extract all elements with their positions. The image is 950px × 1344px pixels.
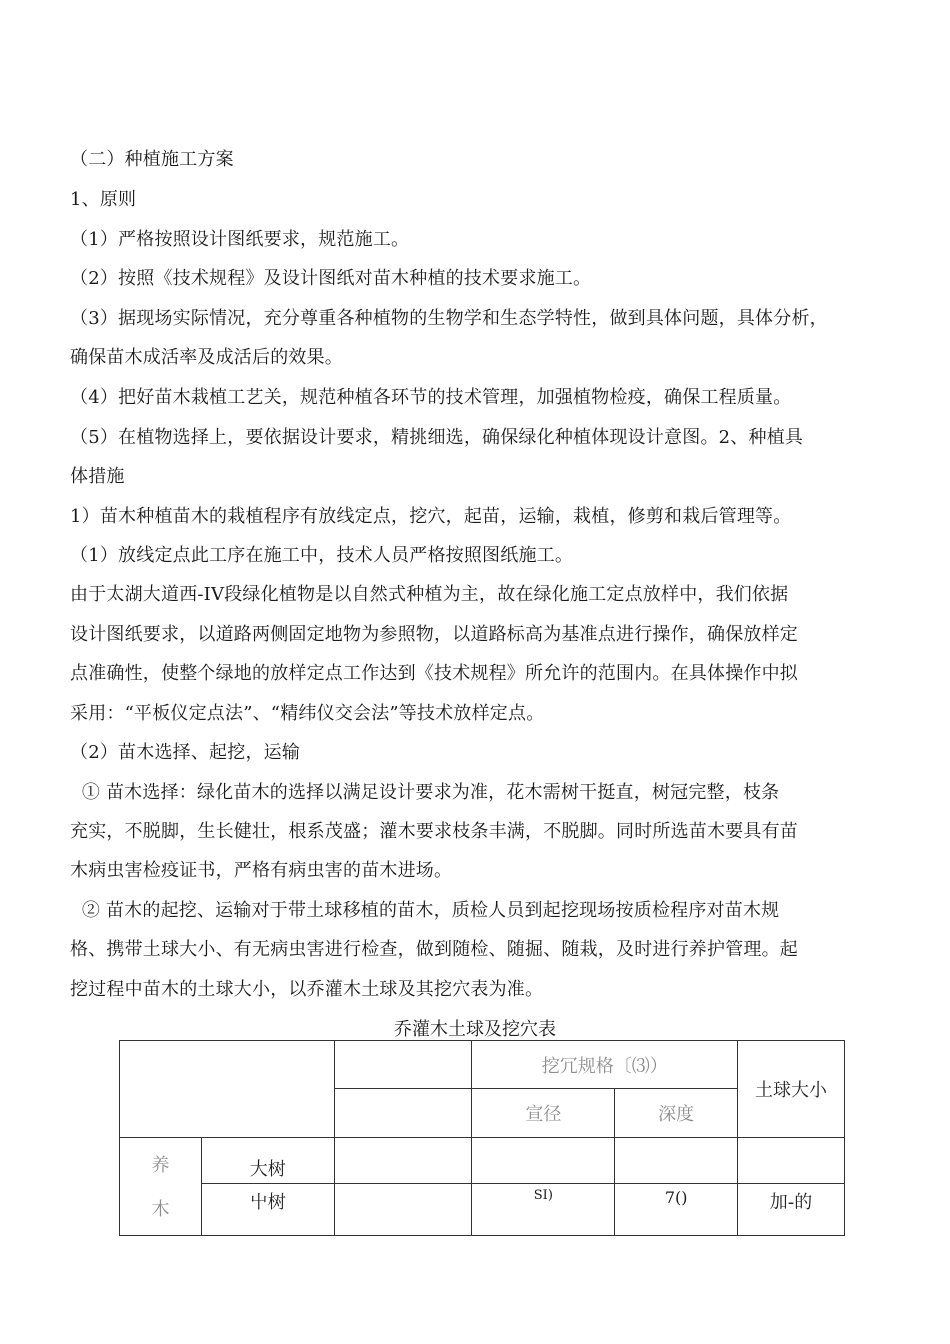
paragraph-line: （1）放线定点此工序在施工中，技术人员严格按照图纸施工。 — [70, 545, 574, 566]
paragraph-line: 挖过程中苗木的土球大小，以乔灌木土球及其挖穴表为准。 — [70, 979, 544, 1000]
paragraph-line: （2）按照《技术规程》及设计图纸对苗木种植的技术要求施工。 — [70, 268, 592, 289]
heading-principles: 1、原则 — [70, 189, 137, 210]
paragraph-line: （3）据现场实际情况，充分尊重各种植物的生物学和生态学特性，做到具体问题，具体分析， — [70, 308, 828, 329]
table-empty-cell — [472, 1138, 615, 1184]
page-cutoff — [0, 1236, 950, 1344]
paragraph-line: 设计图纸要求，以道路两侧固定地物为参照物，以道路标高为基准点进行操作，确保放样定 — [70, 624, 798, 645]
paragraph-line: 格、携带土球大小、有无病虫害进行检查，做到随检、随掘、随栽，及时进行养护管理。起 — [70, 939, 798, 960]
cell-diameter-value: SI) — [472, 1184, 615, 1236]
paragraph-line: 木病虫害检疫证书，严格有病虫害的苗木进场。 — [70, 860, 453, 881]
row-group-char: 养 — [151, 1155, 170, 1176]
heading-planting-plan: （二）种植施工方案 — [70, 149, 234, 170]
row-label-medium-tree: 屮树 — [201, 1184, 334, 1236]
paragraph-line: 体措施 — [70, 466, 125, 487]
paragraph-line: 充实，不脱脚，生长健壮，根系茂盛；灌木要求枝条丰满，不脱脚。同时所选苗木要具有苗 — [70, 821, 798, 842]
paragraph-line: 采用：“平板仪定点法”、“精纬仪交会法”等技术放样定点。 — [70, 703, 545, 724]
paragraph-line: 确保苗木成活率及成活后的效果。 — [70, 347, 343, 368]
table-empty-cell — [334, 1138, 472, 1184]
row-group-label — [120, 1138, 202, 1236]
header-soil-ball-size: 土球大小 — [738, 1041, 845, 1138]
table-empty-cell — [738, 1138, 845, 1184]
row-group-char: 木 — [151, 1199, 170, 1220]
table-empty-cell — [334, 1089, 472, 1138]
paragraph-line: （1）严格按照设计图纸要求，规范施工。 — [70, 229, 410, 250]
cell-soil-ball-value: 加-的 — [738, 1184, 845, 1236]
paragraph-line: 由于太湖大道西-IV段绿化植物是以自然式种植为主，故在绿化施工定点放样中，我们依据 — [70, 584, 789, 605]
paragraph-line: （4）把好苗木栽植工艺关，规范种植各环节的技术管理，加强植物检疫，确保工程质量。 — [70, 387, 792, 408]
table-corner-cell — [120, 1041, 335, 1138]
header-diameter: 宣径 — [472, 1089, 615, 1138]
table-empty-cell — [334, 1184, 472, 1236]
paragraph-line: ① 苗木选择：绿化苗木的选择以满足设计要求为准，花木需树干挺直，树冠完整，枝条 — [70, 782, 780, 803]
paragraph-line: ② 苗木的起挖、运输对于带土球移植的苗木，质检人员到起挖现场按质检程序对苗木规 — [70, 900, 780, 921]
row-label-large-tree: 大树 — [201, 1138, 334, 1184]
heading-seedling-selection: （2）苗木选择、起挖，运输 — [70, 742, 301, 763]
header-pit-spec: 挖冗规格〔⑶） — [472, 1041, 738, 1089]
cell-depth-value: 7() — [615, 1184, 738, 1236]
paragraph-line: 点准确性，使整个绿地的放样定点工作达到《技术规程》所允许的范围内。在具体操作中拟 — [70, 663, 798, 684]
table-empty-cell — [615, 1138, 738, 1184]
table-caption: 乔灌木土球及挖穴表 — [394, 1019, 556, 1040]
paragraph-line: 1）苗木种植苗木的栽植程序有放线定点，挖穴，起苗，运输，栽植，修剪和栽后管理等。 — [70, 506, 792, 527]
table-empty-cell — [334, 1041, 472, 1089]
paragraph-line: （5）在植物选择上，要依据设计要求，精挑细选，确保绿化种植体现设计意图。2、种植具 — [70, 427, 804, 448]
soil-ball-pit-table — [119, 1040, 845, 1236]
header-depth: 深度 — [615, 1089, 738, 1138]
